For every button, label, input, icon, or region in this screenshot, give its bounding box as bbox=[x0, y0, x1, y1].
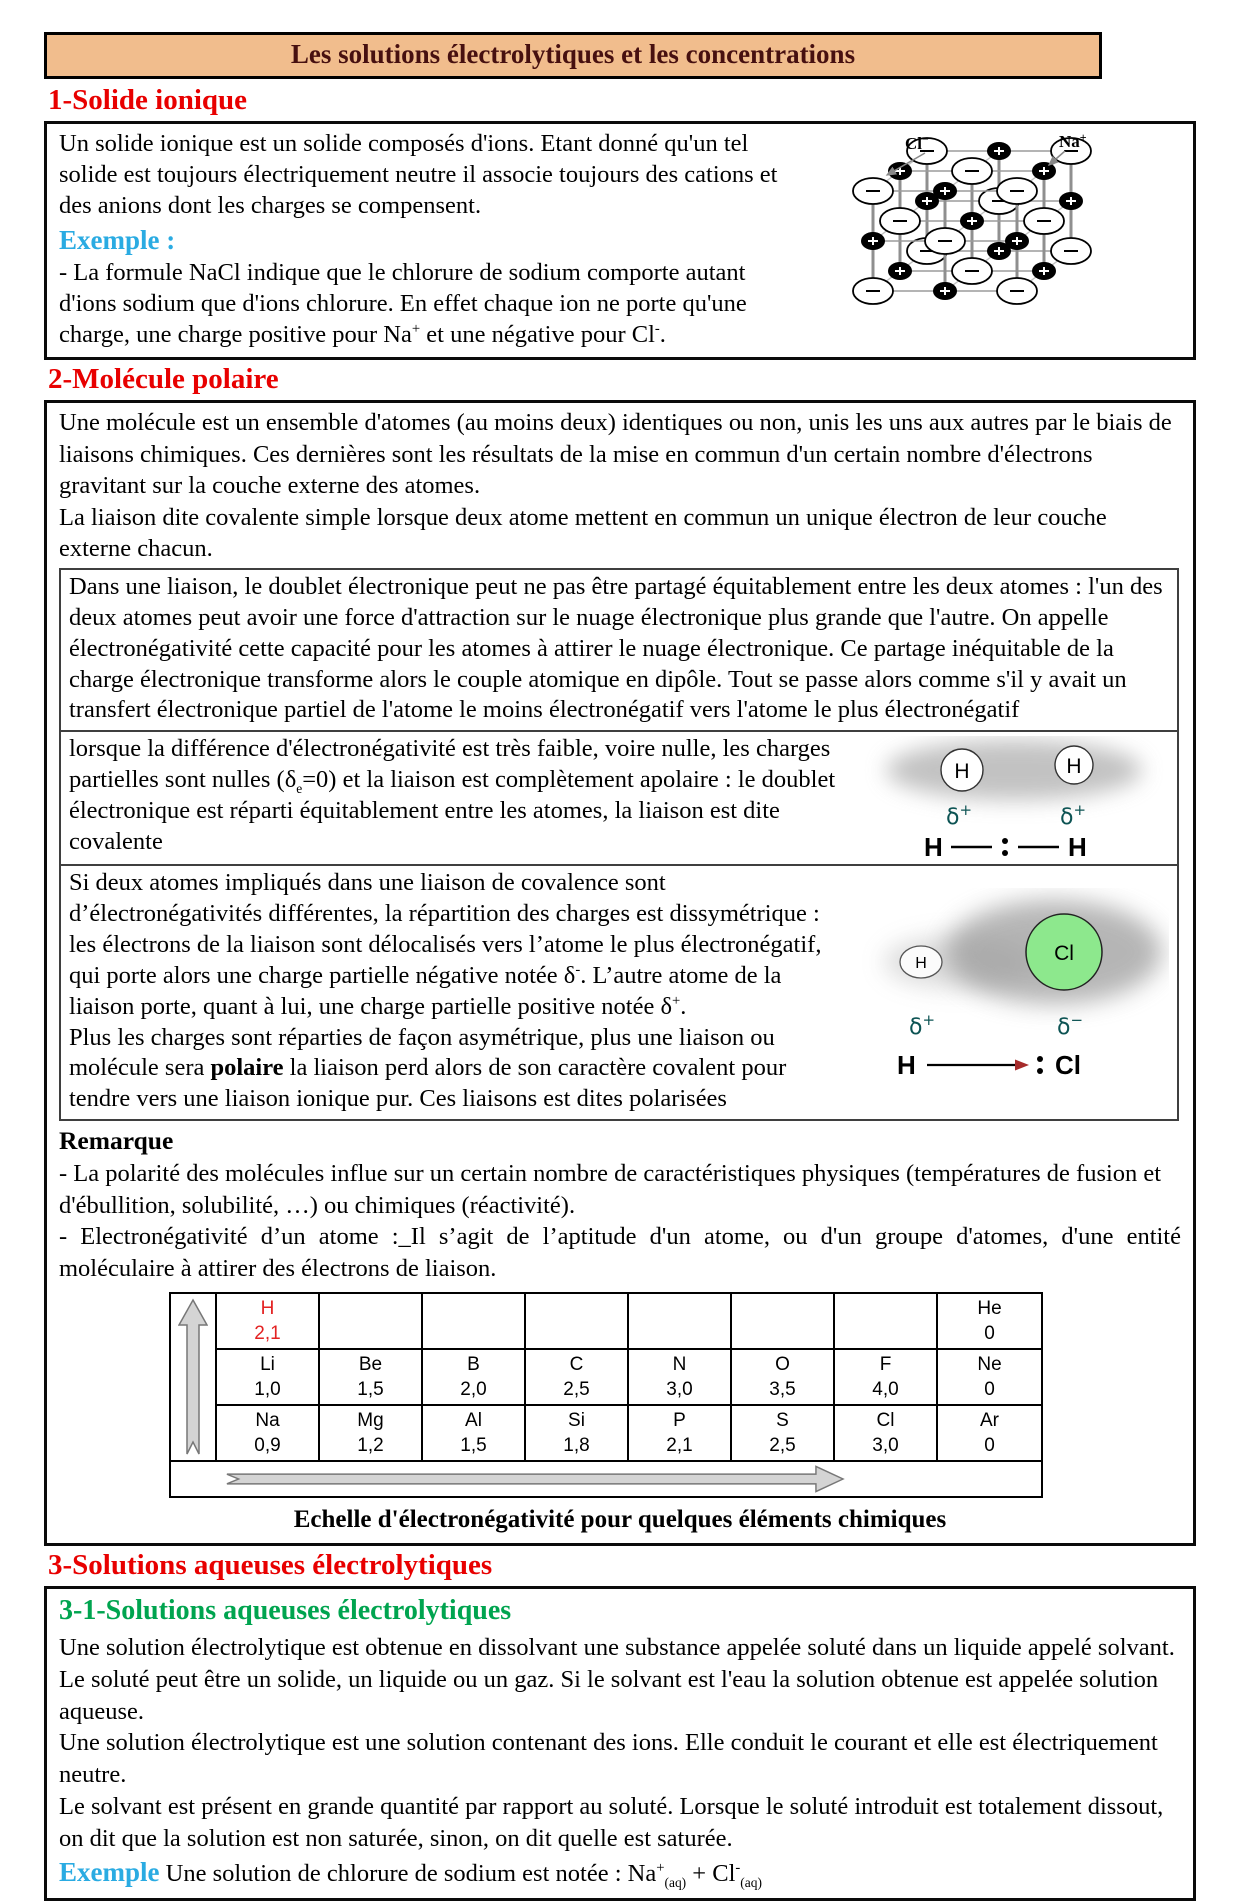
text-run: la liaison perd alors de son caractère covalent pour tendre vers une liaison ionique pur. Ces liaisons est dites polarisées bbox=[69, 1054, 787, 1113]
text-run: - La formule NaCl indique que le chlorure de sodium comporte autant d'ions sodium que d'ions chlorure. En effet chaque ion ne porte qu'une charge, une charge positive pour Na bbox=[59, 259, 747, 349]
chloride-ion-label: Cl− bbox=[905, 131, 929, 153]
inner-table-row-polar bbox=[61, 864, 1177, 1119]
element-cell-empty bbox=[320, 1294, 423, 1350]
electron-dot bbox=[1037, 1056, 1043, 1062]
remark-label: Remarque bbox=[59, 1126, 174, 1156]
section3-box bbox=[44, 1586, 1196, 1901]
inner-table-row-doublet bbox=[61, 570, 1177, 730]
element-cell-He: He 0 bbox=[938, 1294, 1041, 1350]
delta-plus-label: δ+ bbox=[909, 1010, 936, 1040]
section1-box bbox=[44, 121, 1196, 360]
delta-plus-label: δ+ bbox=[946, 801, 973, 831]
element-cell-Ne: Ne 0 bbox=[938, 1350, 1041, 1406]
inner-table-row-apolar bbox=[61, 730, 1177, 864]
electrolytic-solution-paragraph-1: Une solution électrolytique est obtenue en dissolvant une substance appelée soluté dans un liquide appelé solvant. Le soluté peut être un solide, un liquide ou un gaz. Si le solvant est l'eau la solution obtenue est appelée solution aqueuse. bbox=[59, 1633, 1175, 1725]
element-cell-P: P 2,1 bbox=[629, 1406, 732, 1462]
electron-dot bbox=[1002, 838, 1008, 844]
polar-paragraph-1 bbox=[69, 868, 839, 1022]
text-run: Si deux atomes impliqués dans une liaison de covalence sont d’électronégativités différentes, la répartition des charges est dissymétrique : les électrons de la liaison sont délocalisés vers l’atome le plus électronégatif, qui porte alors une charge partielle négative notée δ bbox=[69, 869, 822, 989]
section1-heading: 1-Solide ionique bbox=[48, 84, 248, 116]
element-cell-Ar: Ar 0 bbox=[938, 1406, 1041, 1462]
element-cell-F: F 4,0 bbox=[835, 1350, 938, 1406]
polar-paragraphs bbox=[61, 866, 847, 1119]
element-cell-Be: Be 1,5 bbox=[320, 1350, 423, 1406]
nacl-crystal-lattice-image bbox=[821, 131, 1165, 309]
element-cell-Na: Na 0,9 bbox=[217, 1406, 320, 1462]
text-run: . L’autre atome de la liaison porte, quant à lui, une charge partielle positive notée δ bbox=[69, 961, 782, 1020]
element-cell-empty bbox=[629, 1294, 732, 1350]
section3-heading: 3-Solutions aqueuses électrolytiques bbox=[48, 1548, 493, 1581]
text-run: et une négative pour Cl bbox=[420, 321, 655, 349]
section2-box bbox=[44, 400, 1196, 1546]
delta-plus-superscript: + bbox=[672, 992, 681, 1009]
text-run: + Cl bbox=[686, 1859, 736, 1887]
element-cell-empty bbox=[835, 1294, 938, 1350]
element-cell-Li: Li 1,0 bbox=[217, 1350, 320, 1406]
element-cell-empty bbox=[732, 1294, 835, 1350]
element-cell-O: O 3,5 bbox=[732, 1350, 835, 1406]
polarity-arrowhead bbox=[1015, 1059, 1029, 1070]
electron-dot bbox=[1002, 850, 1008, 856]
element-cell-B: B 2,0 bbox=[423, 1350, 526, 1406]
electronegativity-table-wrap bbox=[169, 1292, 1181, 1498]
na-plus-superscript: + bbox=[411, 321, 421, 338]
electronegativity-inner-table bbox=[59, 568, 1179, 1121]
sodium-ion-label: Na+ bbox=[1059, 130, 1087, 151]
text-run: Une solution de chlorure de sodium est notée : Na bbox=[159, 1859, 657, 1887]
aq-subscript: (aq) bbox=[740, 1874, 762, 1890]
covalent-bond-paragraph: La liaison dite covalente simple lorsque deux atome mettent en commun un unique électron de leur couche externe chacun. bbox=[59, 503, 1107, 563]
element-cell-H: H 2,1 bbox=[217, 1294, 320, 1350]
electronegativity-table-caption: Echelle d'électronégativité pour quelques éléments chimiques bbox=[293, 1506, 947, 1534]
aq-subscript: (aq) bbox=[664, 1874, 687, 1890]
example-label: Exemple : bbox=[59, 225, 176, 256]
nacl-example-paragraph bbox=[59, 258, 801, 351]
remark-paragraph-2: - Electronégativité d’un atome :_Il s’agit de l’aptitude d'un atome, ou d'un groupe d'atomes, d'une entité moléculaire à attirer des électrons de liaison. bbox=[59, 1223, 1181, 1282]
polar-paragraph-2 bbox=[69, 1023, 839, 1116]
text-run: lorsque la différence d'électronégativité est très faible, voire nulle, les charges partielles sont nulles (δ bbox=[69, 735, 831, 794]
electrolytic-solution-paragraph-3: Le solvant est présent en grande quantité par rapport au soluté. Lorsque le soluté introduit est totalement dissout, on dit que la solution est non saturée, sinon, on dit quelle est saturée. bbox=[59, 1793, 1164, 1852]
bond-cl-letter: Cl bbox=[1055, 1049, 1081, 1080]
electron-dot bbox=[1037, 1068, 1043, 1074]
delta-minus-superscript: - bbox=[575, 961, 581, 978]
text-run: =0) et la liaison est complètement apolaire : le doublet électronique est réparti équitablement entre les atomes, la liaison est dite covalente bbox=[69, 766, 836, 855]
document-title-banner bbox=[44, 32, 1102, 79]
element-cell-Si: Si 1,8 bbox=[526, 1406, 629, 1462]
electronegativity-increase-right-arrow bbox=[225, 1465, 845, 1493]
cl-minus-superscript: - bbox=[654, 321, 660, 338]
section3-1-subheading: 3-1-Solutions aqueuses électrolytiques bbox=[59, 1594, 512, 1626]
element-cell-S: S 2,5 bbox=[732, 1406, 835, 1462]
h-atom-letter: H bbox=[1066, 755, 1082, 779]
text-run: . bbox=[680, 992, 687, 1020]
nacl-solution-example-line bbox=[59, 1855, 1181, 1890]
h-atom-letter: H bbox=[915, 954, 927, 972]
bond-h-letter: H bbox=[924, 832, 943, 863]
cl-minus-superscript: - bbox=[735, 1859, 741, 1876]
section1-text bbox=[59, 129, 801, 351]
element-cell-Cl: Cl 3,0 bbox=[835, 1406, 938, 1462]
hcl-molecule-image bbox=[849, 888, 1169, 1100]
delta-minus-label: δ− bbox=[1057, 1010, 1084, 1040]
hcl-figure-cell bbox=[847, 866, 1177, 1119]
doublet-paragraph: Dans une liaison, le doublet électronique peut ne pas être partagé équitablement entre les deux atomes : l'un des deux atomes peut avoir une force d'attraction sur le nuage électronique plus grande que l'autre. On appelle électronégativité cette capacité pour les atomes à attirer le nuage électronique. Ce partage inéquitable de la charge électronique transforme alors le couple atomique en dipôle. Tout se passe alors comme s'il y avait un transfert électronique partiel de l'atome le moins électronégatif vers l'atome le plus électronégatif bbox=[69, 572, 1163, 724]
remark-paragraph-1: - La polarité des molécules influe sur un certain nombre de caractéristiques physiques (températures de fusion et d'ébullition, solubilité, …) ou chimiques (réactivité). bbox=[59, 1159, 1162, 1219]
right-arrow-cell bbox=[171, 1462, 1041, 1496]
electronegativity-increase-up-arrow bbox=[178, 1298, 208, 1456]
molecule-definition-paragraph: Une molécule est un ensemble d'atomes (au moins deux) identiques ou non, unis les uns aux autres par le biais de liaisons chimiques. Ces dernières sont les résultats de la mise en commun d'un certain nombre d'électrons gravitant sur la couche externe des atomes. bbox=[59, 408, 1172, 500]
polaire-bold-word: polaire bbox=[210, 1054, 284, 1082]
electrolytic-solution-paragraph-2: Une solution électrolytique est une solution contenant des ions. Elle conduit le courant et elle est électriquement neutre. bbox=[59, 1729, 1158, 1789]
element-cell-empty bbox=[526, 1294, 629, 1350]
na-plus-superscript: + bbox=[656, 1859, 665, 1876]
up-arrow-cell bbox=[171, 1294, 217, 1462]
crystal-lattice-group bbox=[853, 138, 1091, 304]
text-run: . bbox=[659, 321, 666, 349]
h-atom-letter: H bbox=[954, 760, 970, 784]
electron-cloud bbox=[886, 740, 1142, 800]
cl-atom-letter: Cl bbox=[1054, 941, 1074, 965]
element-cell-C: C 2,5 bbox=[526, 1350, 629, 1406]
h2-molecule-image bbox=[854, 736, 1164, 862]
delta-plus-label: δ+ bbox=[1060, 801, 1087, 831]
solid-ionic-paragraph: Un solide ionique est un solide composés d'ions. Etant donné qu'un tel solide est toujours électriquement neutre il associe toujours des cations et des anions dont les charges se compensent. bbox=[59, 129, 778, 219]
h2-figure-cell bbox=[847, 732, 1177, 864]
example-label: Exemple bbox=[59, 1856, 160, 1887]
nacl-crystal-figure bbox=[801, 129, 1185, 351]
element-cell-empty bbox=[423, 1294, 526, 1350]
element-cell-Mg: Mg 1,2 bbox=[320, 1406, 423, 1462]
electronegativity-scale-table bbox=[169, 1292, 1043, 1498]
section2-heading: 2-Molécule polaire bbox=[48, 363, 279, 396]
text-run: Plus les charges sont réparties de façon asymétrique, plus une liaison ou molécule sera bbox=[69, 1023, 775, 1082]
delta-e-subscript: e bbox=[296, 780, 303, 796]
bond-h-letter: H bbox=[1068, 832, 1087, 863]
element-cell-N: N 3,0 bbox=[629, 1350, 732, 1406]
element-cell-Al: Al 1,5 bbox=[423, 1406, 526, 1462]
document-title: Les solutions électrolytiques et les concentrations bbox=[290, 39, 856, 69]
bond-h-letter: H bbox=[897, 1049, 916, 1080]
apolar-paragraph bbox=[61, 732, 847, 864]
